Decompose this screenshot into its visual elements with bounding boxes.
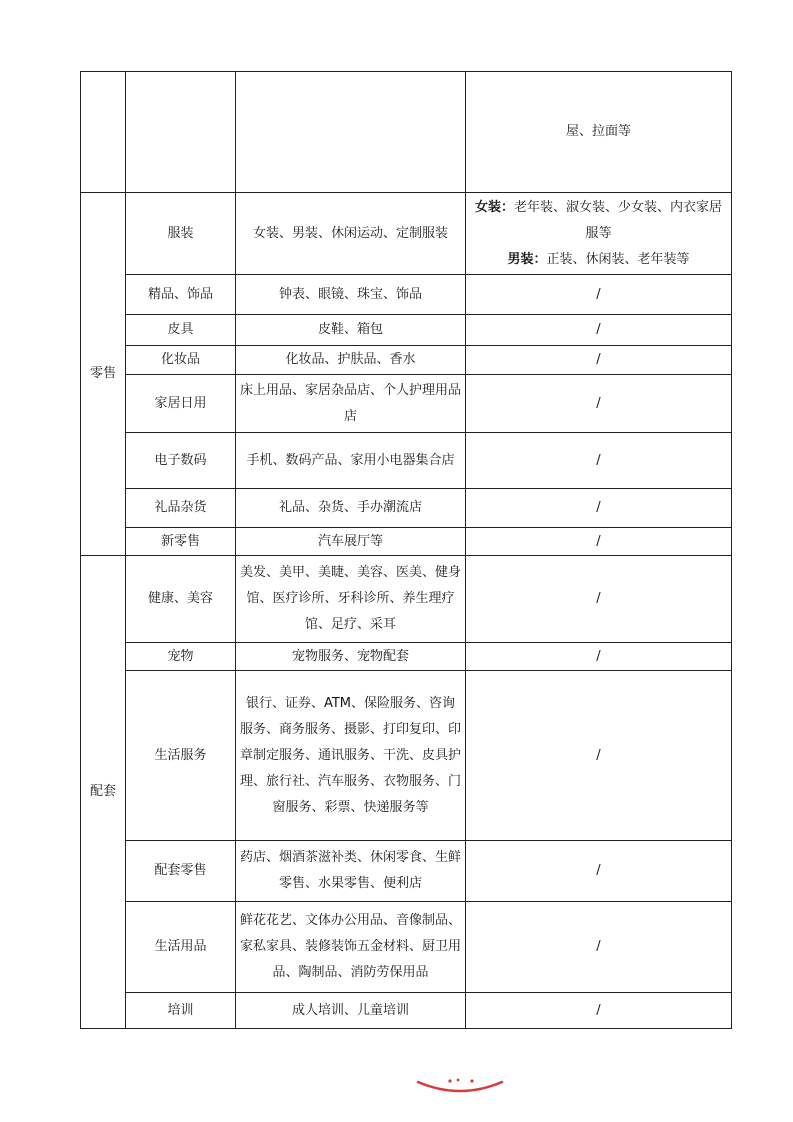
table-row: [81, 902, 732, 993]
category-supporting: 配套: [81, 556, 126, 1029]
type-cell: 药店、烟酒茶滋补类、休闲零食、生鲜零售、水果零售、便利店: [236, 841, 466, 902]
subcategory-cell: 配套零售: [126, 841, 236, 902]
type-cell: 银行、证券、ATM、保险服务、咨询服务、商务服务、摄影、打印复印、印章制定服务、通讯服务、干洗、皮具护理、旅行社、汽车服务、衣物服务、门窗服务、彩票、快递服务等: [236, 671, 466, 841]
note-cell: /: [466, 643, 732, 671]
category-retail: 零售: [81, 193, 126, 556]
subcategory-cell: 化妆品: [126, 346, 236, 375]
type-cell: 汽车展厅等: [236, 528, 466, 556]
subcategory-cell: 生活用品: [126, 902, 236, 993]
subcategory-cell: 家居日用: [126, 375, 236, 433]
type-cell: 宠物服务、宠物配套: [236, 643, 466, 671]
type-cell: 化妆品、护肤品、香水: [236, 346, 466, 375]
note-cell: /: [466, 671, 732, 841]
seal-stamp-mark: [416, 1076, 504, 1098]
table-row: [81, 671, 732, 841]
note-cell: /: [466, 275, 732, 315]
business-type-table: [80, 71, 732, 1029]
table-row: [81, 193, 732, 275]
note-cell: /: [466, 993, 732, 1029]
note-cell: /: [466, 315, 732, 346]
note-cell: [466, 193, 732, 275]
table-row: [81, 375, 732, 433]
subcategory-cell: 精品、饰品: [126, 275, 236, 315]
table-row: [81, 528, 732, 556]
category-cell: [81, 72, 126, 193]
note-cell: /: [466, 556, 732, 643]
type-cell: 成人培训、儿童培训: [236, 993, 466, 1029]
subcategory-cell: 礼品杂货: [126, 489, 236, 528]
subcategory-cell: [126, 72, 236, 193]
type-cell: [236, 72, 466, 193]
table-row: [81, 275, 732, 315]
note-line: 男装：正装、休闲装、老年装等: [507, 251, 690, 267]
type-cell: 床上用品、家居杂品店、个人护理用品店: [236, 375, 466, 433]
type-cell: 皮鞋、箱包: [236, 315, 466, 346]
subcategory-cell: 宠物: [126, 643, 236, 671]
table-row: [81, 556, 732, 643]
note-cell: /: [466, 902, 732, 993]
table-row: [81, 433, 732, 489]
type-cell: 手机、数码产品、家用小电器集合店: [236, 433, 466, 489]
subcategory-cell: 服装: [126, 193, 236, 275]
note-cell: /: [466, 841, 732, 902]
note-cell: /: [466, 433, 732, 489]
subcategory-cell: 新零售: [126, 528, 236, 556]
table-row: [81, 315, 732, 346]
type-cell: 鲜花花艺、文体办公用品、音像制品、家私家具、装修装饰五金材料、厨卫用品、陶制品、消防劳保用品: [236, 902, 466, 993]
subcategory-cell: 生活服务: [126, 671, 236, 841]
table-row: [81, 346, 732, 375]
note-cell: /: [466, 375, 732, 433]
note-cell: /: [466, 346, 732, 375]
note-cell: /: [466, 528, 732, 556]
table-row: [81, 643, 732, 671]
subcategory-cell: 培训: [126, 993, 236, 1029]
table-row: [81, 841, 732, 902]
type-cell: 钟表、眼镜、珠宝、饰品: [236, 275, 466, 315]
subcategory-cell: 电子数码: [126, 433, 236, 489]
type-cell: 美发、美甲、美睫、美容、医美、健身馆、医疗诊所、牙科诊所、养生理疗馆、足疗、采耳: [236, 556, 466, 643]
table-row: [81, 489, 732, 528]
note-line: 女装：老年装、淑女装、少女装、内衣家居服等: [474, 199, 723, 241]
type-cell: 女装、男装、休闲运动、定制服装: [236, 193, 466, 275]
table-row: [81, 993, 732, 1029]
note-cell: /: [466, 489, 732, 528]
subcategory-cell: 健康、美容: [126, 556, 236, 643]
table-row: [81, 72, 732, 193]
type-cell: 礼品、杂货、手办潮流店: [236, 489, 466, 528]
subcategory-cell: 皮具: [126, 315, 236, 346]
note-cell: 屋、拉面等: [466, 72, 732, 193]
